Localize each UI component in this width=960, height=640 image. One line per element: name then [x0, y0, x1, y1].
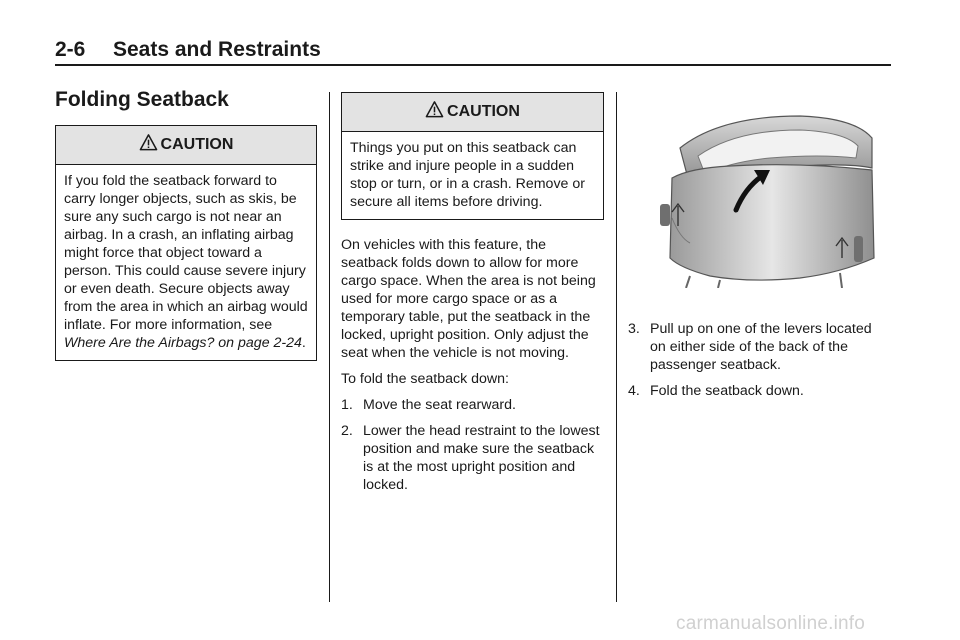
column-divider	[329, 92, 330, 602]
page-number: 2-6	[55, 38, 86, 61]
steps-lead: To fold the seatback down:	[341, 371, 509, 387]
caution-heading: CAUTION	[160, 136, 234, 153]
step-item: 1. Move the seat rearward.	[341, 397, 516, 413]
caution-body	[342, 132, 603, 219]
step-item: 2. Lower the head restraint to the lowest position and make sure the seatback is at the most upright position and locked.	[341, 423, 600, 493]
caution-text-end: .	[301, 335, 306, 351]
step-item: 4. Fold the seatback down.	[628, 383, 804, 399]
seatback-fold-illustration	[650, 108, 880, 288]
column-right	[628, 320, 891, 408]
caution-header	[56, 126, 316, 165]
intro-paragraph: On vehicles with this feature, the seatback folds down to allow for more cargo space. When the area is not being used for more cargo space or as a temporary table, put the seatback in the locked, upright position. Only adjust the seat when the vehicle is not moving.	[341, 237, 596, 361]
caution-header	[342, 93, 603, 132]
cross-reference-link[interactable]: Where Are the Airbags? on page 2-24	[64, 335, 302, 351]
page-header	[55, 38, 891, 66]
step-item: 3. Pull up on one of the levers located on either side of the back of the passenger seatback.	[628, 321, 872, 373]
caution-box-airbag	[55, 125, 317, 361]
section-title: Folding Seatback	[55, 88, 229, 111]
caution-box-cargo	[341, 92, 604, 220]
column-left	[55, 125, 317, 361]
watermark: carmanualsonline.info	[676, 613, 866, 634]
warning-triangle-icon	[139, 133, 158, 152]
caution-body	[56, 165, 316, 360]
caution-text: If you fold the seatback forward to carry longer objects, such as skis, be sure any such cargo is not near an airbag. In a crash, an inflating airbag might force that object toward a person. This could cause severe injury or even death. Secure objects away from the area in which an airbag would inflate. For more information, see	[64, 173, 308, 333]
column-divider	[616, 92, 617, 602]
chapter-title: Seats and Restraints	[113, 38, 321, 61]
caution-heading: CAUTION	[447, 103, 520, 120]
caution-text: Things you put on this seatback can strike and injure people in a sudden stop or turn, or in a crash. Remove or secure all items before driving.	[350, 140, 585, 210]
column-middle	[341, 92, 604, 502]
warning-triangle-icon	[425, 100, 444, 119]
